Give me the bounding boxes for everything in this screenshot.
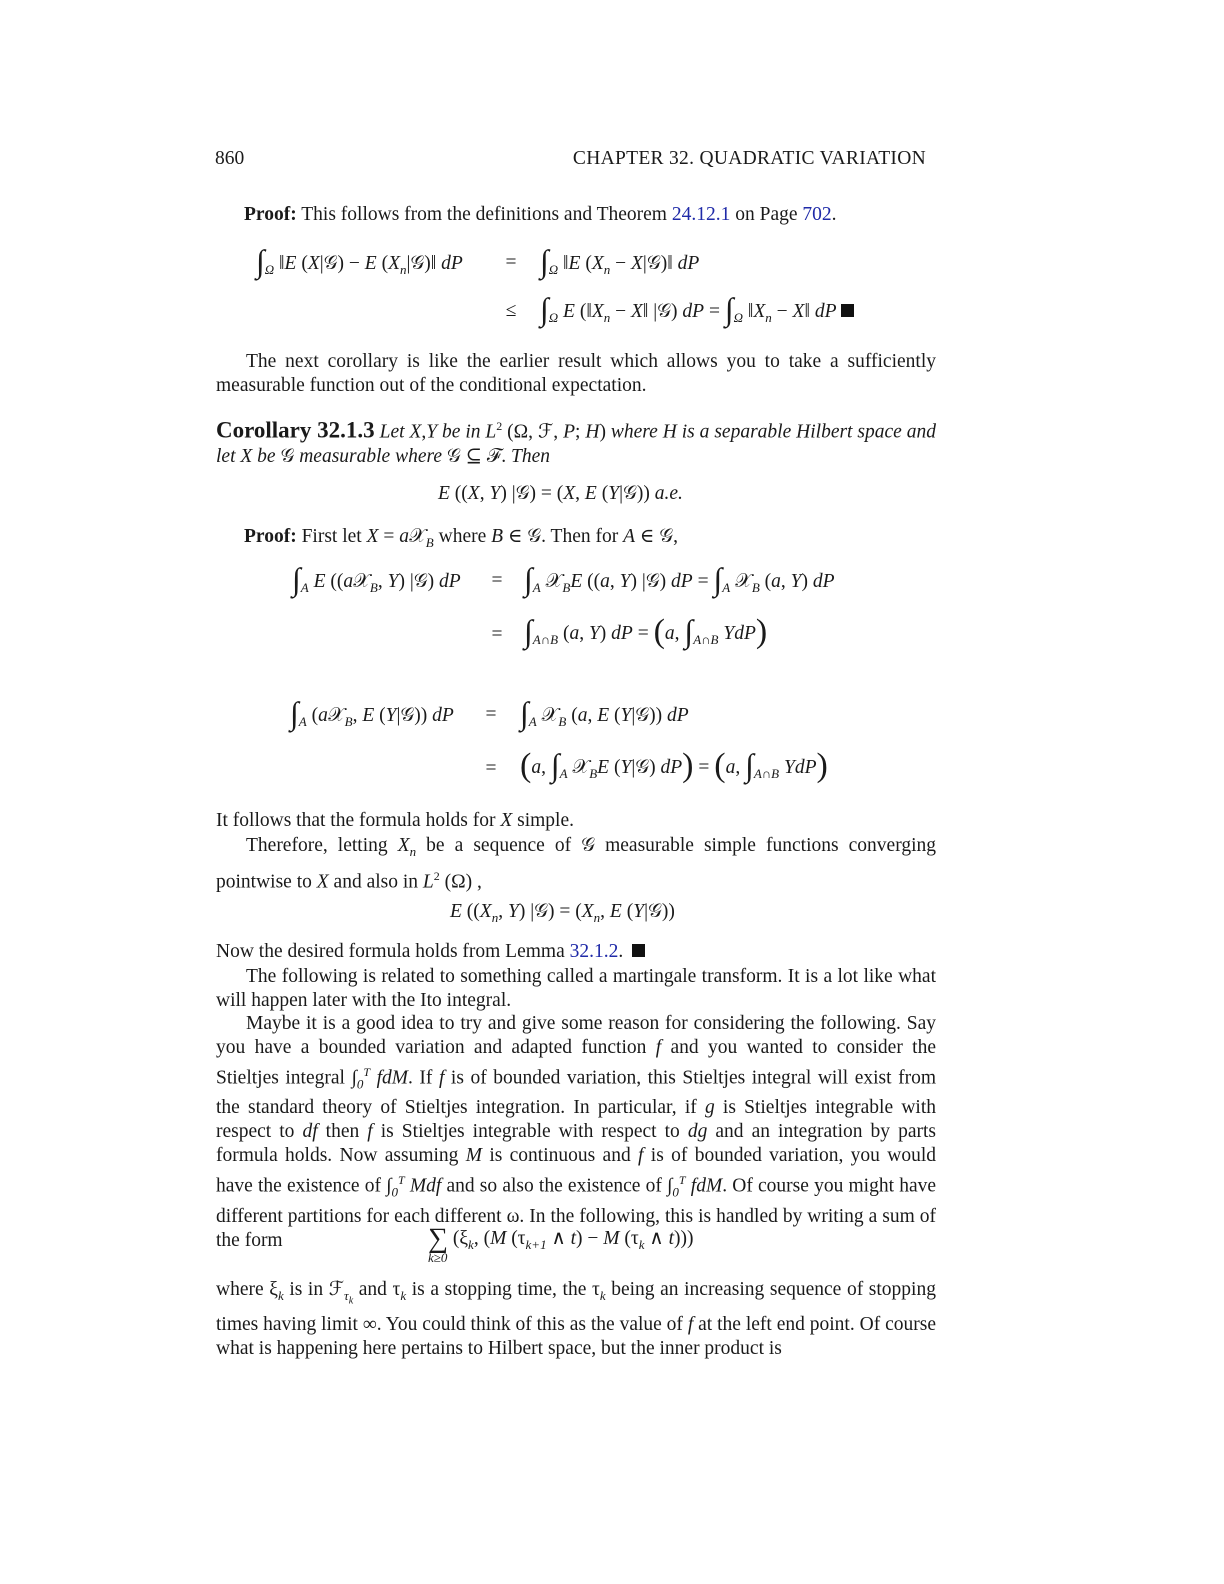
equation-2-equals-2: = bbox=[491, 624, 503, 645]
proof-label: Proof: bbox=[244, 204, 297, 225]
proof-text-b: on Page bbox=[735, 204, 798, 225]
corollary-label: Corollary 32.1.3 bbox=[216, 417, 375, 443]
equation-1-lhs: $\int_\Omega$ ‖E (X|𝒢) − E $(X_n|𝒢)‖$ dP bbox=[256, 243, 463, 279]
page-link[interactable]: 702 bbox=[802, 204, 832, 225]
equation-4: E (($X_n$, Y) |𝒢) = ($X_n$, E (Y|𝒢)) bbox=[450, 901, 675, 925]
qed-symbol-2 bbox=[632, 944, 645, 957]
equation-1-rhs-2: $\int_\Omega$ E ($‖X_n$ − X‖ |𝒢) dP = $\int_\Omega$ $‖X_n$ − X‖ dP bbox=[540, 288, 854, 326]
paragraph-stopping-times: where $\xi_k$ is in ℱ$_{\tau_k}$ and $\tau_k$ is a stopping time, the $\tau_k$ being an increasing sequence of stopping times having limit ∞. You could think of this as the value of f at the left end point. Of course what is happening here pertains to Hilbert space, but the inner product is bbox=[216, 1279, 936, 1360]
equation-2-rhs-2: $\int_{A\cap B}$ (a, Y) dP = (a, $\int_{A\cap B}$ YdP) bbox=[524, 613, 768, 650]
equation-3-equals-2: = bbox=[485, 758, 497, 779]
equation-2-rhs-1: $\int_A$ 𝒳$_B$E ((a, Y) |𝒢) dP = $\int_A$ 𝒳$_B$ (a, Y) dP bbox=[524, 561, 835, 597]
running-header: CHAPTER 32. QUADRATIC VARIATION bbox=[572, 148, 926, 169]
paragraph-stieltjes: Maybe it is a good idea to try and give some reason for considering the following. Say you have a bounded variation and adapted function f and you wanted to consider the Stieltjes integral $\int_0^T$ fdM. If f is of bounded variation, this Stieltjes integral will exist from the standard theory of Stieltjes integration. In particular, if g is Stieltjes integrable with respect to df then f is Stieltjes integrable with respect to dg and an integration by parts formula holds. Now assuming M is continuous and f is of bounded variation, you would have the existence of $\int_0^T$ Mdf and so also the existence of $\int_0^T$ fdM. Of course you might have different partitions for each different ω. In the following, this is handled by writing a sum of the form bbox=[216, 1013, 937, 1251]
sum-equation: ∑ ($\xi_k$, (M ($\tau_{k+1}$ ∧ t) − M ($\tau_k$ ∧ t))) bbox=[428, 1223, 694, 1254]
proof-text-c: . bbox=[831, 204, 837, 225]
paragraph-martingale-transform: The following is related to something called a martingale transform. It is a lot like what will happen later with the Ito integral. bbox=[216, 966, 936, 1011]
equation-2-equals-1: = bbox=[491, 570, 503, 591]
proof-text-a: This follows from the definitions and Theorem bbox=[301, 204, 667, 225]
corollary-statement: Corollary 32.1.3 Let X,Y be in $L^2$ (Ω, ℱ, P; H) where H is a separable Hilbert space and let X be 𝒢 measurable where 𝒢 ⊆ ℱ. Then bbox=[216, 417, 936, 467]
qed-symbol bbox=[841, 304, 854, 317]
paragraph-next-corollary: The next corollary is like the earlier result which allows you to take a sufficiently measurable function out of the conditional expectation. bbox=[216, 351, 936, 396]
equation-2-lhs: $\int_A$ E ((a𝒳$_B$, Y) |𝒢) dP bbox=[292, 561, 461, 597]
lemma-link[interactable]: 32.1.2 bbox=[569, 941, 619, 962]
proof-paragraph-1 bbox=[244, 204, 837, 226]
paragraph-simple: It follows that the formula holds for X simple. bbox=[216, 810, 574, 831]
sum-index: k≥0 bbox=[428, 1250, 448, 1265]
equation-3-lhs: $\int_A$ (a𝒳$_B$, E (Y|𝒢)) dP bbox=[290, 695, 454, 731]
equation-3-rhs-2: (a, $\int_A$ 𝒳$_B$E (Y|𝒢) dP) = (a, $\int_{A\cap B}$ YdP) bbox=[520, 747, 828, 784]
paragraph-lemma: Now the desired formula holds from Lemma 32.1.2. bbox=[216, 941, 645, 963]
proof-label-2: Proof: bbox=[244, 526, 297, 547]
equation-1-equals: = bbox=[505, 252, 517, 273]
page-number: 860 bbox=[215, 148, 245, 169]
equation-1-rhs-1: $\int_\Omega$ ‖E ($X_n$ − X|𝒢)‖ dP bbox=[540, 243, 700, 279]
corollary-equation: E ((X, Y) |𝒢) = (X, E (Y|𝒢)) a.e. bbox=[438, 483, 683, 504]
proof-paragraph-2: Proof: First let X = a𝒳$_B$ where B ∈ 𝒢. Then for A ∈ 𝒢, bbox=[244, 526, 678, 550]
paragraph-end-text: point. Of course what is happening here pertains to Hilbert space, but the inner product is bbox=[216, 1314, 936, 1360]
equation-3-equals-1: = bbox=[485, 704, 497, 725]
theorem-link[interactable]: 24.12.1 bbox=[671, 204, 731, 225]
paragraph-therefore: Therefore, letting $X_n$ be a sequence of 𝒢 measurable simple functions converging pointwise to X and also in $L^2$ (Ω) , bbox=[216, 835, 937, 893]
equation-1-leq: ≤ bbox=[505, 300, 517, 321]
equation-3-rhs-1: $\int_A$ 𝒳$_B$ (a, E (Y|𝒢)) dP bbox=[520, 695, 689, 731]
